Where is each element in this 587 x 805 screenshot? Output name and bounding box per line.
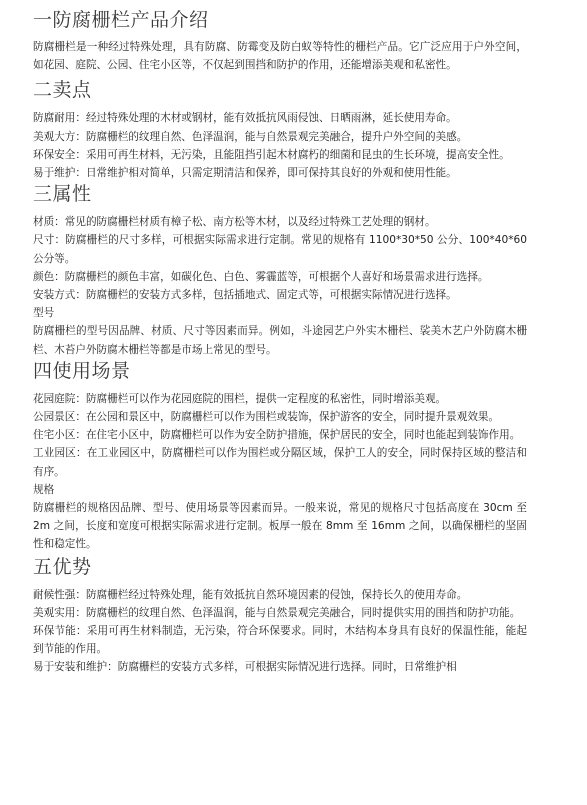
paragraph: 环保安全：采用可再生材料，无污染，且能阻挡引起木材腐朽的细菌和昆虫的生长环境，提高安全性。 bbox=[33, 148, 510, 161]
section-heading: 五优势 bbox=[33, 555, 92, 578]
paragraph: 防腐栅栏是一种经过特殊处理，具有防腐、防霉变及防白蚁等特性的栅栏产品。它广泛应用于户外空间，如花园、庭院、公园、住宅小区等，不仅起到围挡和防护的作用，还能增添美观和私密性。 bbox=[33, 41, 527, 72]
paragraph: 安装方式：防腐栅栏的安装方式多样，包括插地式、固定式等，可根据实际情况进行选择。 bbox=[33, 289, 457, 302]
paragraph: 材质：常见的防腐栅栏材质有樟子松、南方松等木材，以及经过特殊工艺处理的钢材。 bbox=[33, 216, 436, 229]
paragraph: 易于安装和维护：防腐栅栏的安装方式多样，可根据实际情况进行选择。同时，日常维护相 bbox=[33, 661, 457, 674]
section-heading: 三属性 bbox=[33, 183, 92, 206]
paragraph: 工业园区：在工业园区中，防腐栅栏可以作为围栏或分隔区域，保护工人的安全，同时保持区域的整洁和有序。 bbox=[33, 447, 527, 478]
section-attributes bbox=[0, 182, 587, 359]
paragraph: 住宅小区：在住宅小区中，防腐栅栏可以作为安全防护措施，保护居民的安全，同时也能起到装饰作用。 bbox=[33, 429, 521, 442]
section-heading: 一防腐栅栏产品介绍 bbox=[33, 9, 209, 31]
paragraph: 防腐耐用：经过特殊处理的木材或钢材，能有效抵抗风雨侵蚀、日晒雨淋，延长使用寿命。 bbox=[33, 112, 457, 125]
paragraph: 公园景区：在公园和景区中，防腐栅栏可以作为围栏或装饰，保护游客的安全，同时提升景观效果。 bbox=[33, 411, 500, 424]
paragraph: 颜色：防腐栅栏的颜色丰富，如碳化色、白色、雾霾蓝等，可根据个人喜好和场景需求进行选择。 bbox=[33, 270, 489, 283]
section-product-intro bbox=[0, 8, 587, 74]
paragraph: 易于维护：日常维护相对简单，只需定期清洁和保养，即可保持其良好的外观和使用性能。 bbox=[33, 167, 457, 180]
section-heading: 四使用场景 bbox=[33, 359, 131, 382]
paragraph: 防腐栅栏的规格因品牌、型号、使用场景等因素而异。一般来说，常见的规格尺寸包括高度在 30cm 至 2m 之间，长度和宽度可根据实际需求进行定制。板厚一般在 8mm 至 16mm 之间，以确保栅栏的坚固性和稳定性。 bbox=[33, 502, 527, 551]
paragraph: 防腐栅栏的型号因品牌、材质、尺寸等因素而异。例如，斗途园艺户外实木栅栏、裟美木艺户外防腐木栅栏、木苔户外防腐木栅栏等都是市场上常见的型号。 bbox=[33, 325, 527, 356]
section-selling-points bbox=[0, 78, 587, 182]
paragraph: 美观实用：防腐栅栏的纹理自然、色泽温润，能与自然景观完美融合，同时提供实用的围挡和防护功能。 bbox=[33, 606, 521, 619]
paragraph: 型号 bbox=[33, 307, 55, 320]
paragraph: 规格 bbox=[33, 483, 55, 496]
paragraph: 尺寸：防腐栅栏的尺寸多样，可根据实际需求进行定制。常见的规格有 1100*30*50 公分、100*40*60 公分等。 bbox=[33, 234, 527, 265]
section-advantages bbox=[0, 555, 587, 677]
section-heading: 二卖点 bbox=[33, 79, 92, 102]
paragraph: 花园庭院：防腐栅栏可以作为花园庭院的围栏，提供一定程度的私密性，同时增添美观。 bbox=[33, 392, 447, 405]
paragraph: 环保节能：采用可再生材料制造，无污染，符合环保要求。同时，木结构本身具有良好的保温性能，能起到节能的作用。 bbox=[33, 625, 527, 656]
paragraph: 耐候性强：防腐栅栏经过特殊处理，能有效抵抗自然环境因素的侵蚀，保持长久的使用寿命。 bbox=[33, 588, 468, 601]
paragraph: 美观大方：防腐栅栏的纹理自然、色泽温润，能与自然景观完美融合，提升户外空间的美感。 bbox=[33, 130, 468, 143]
section-use-cases bbox=[0, 359, 587, 554]
